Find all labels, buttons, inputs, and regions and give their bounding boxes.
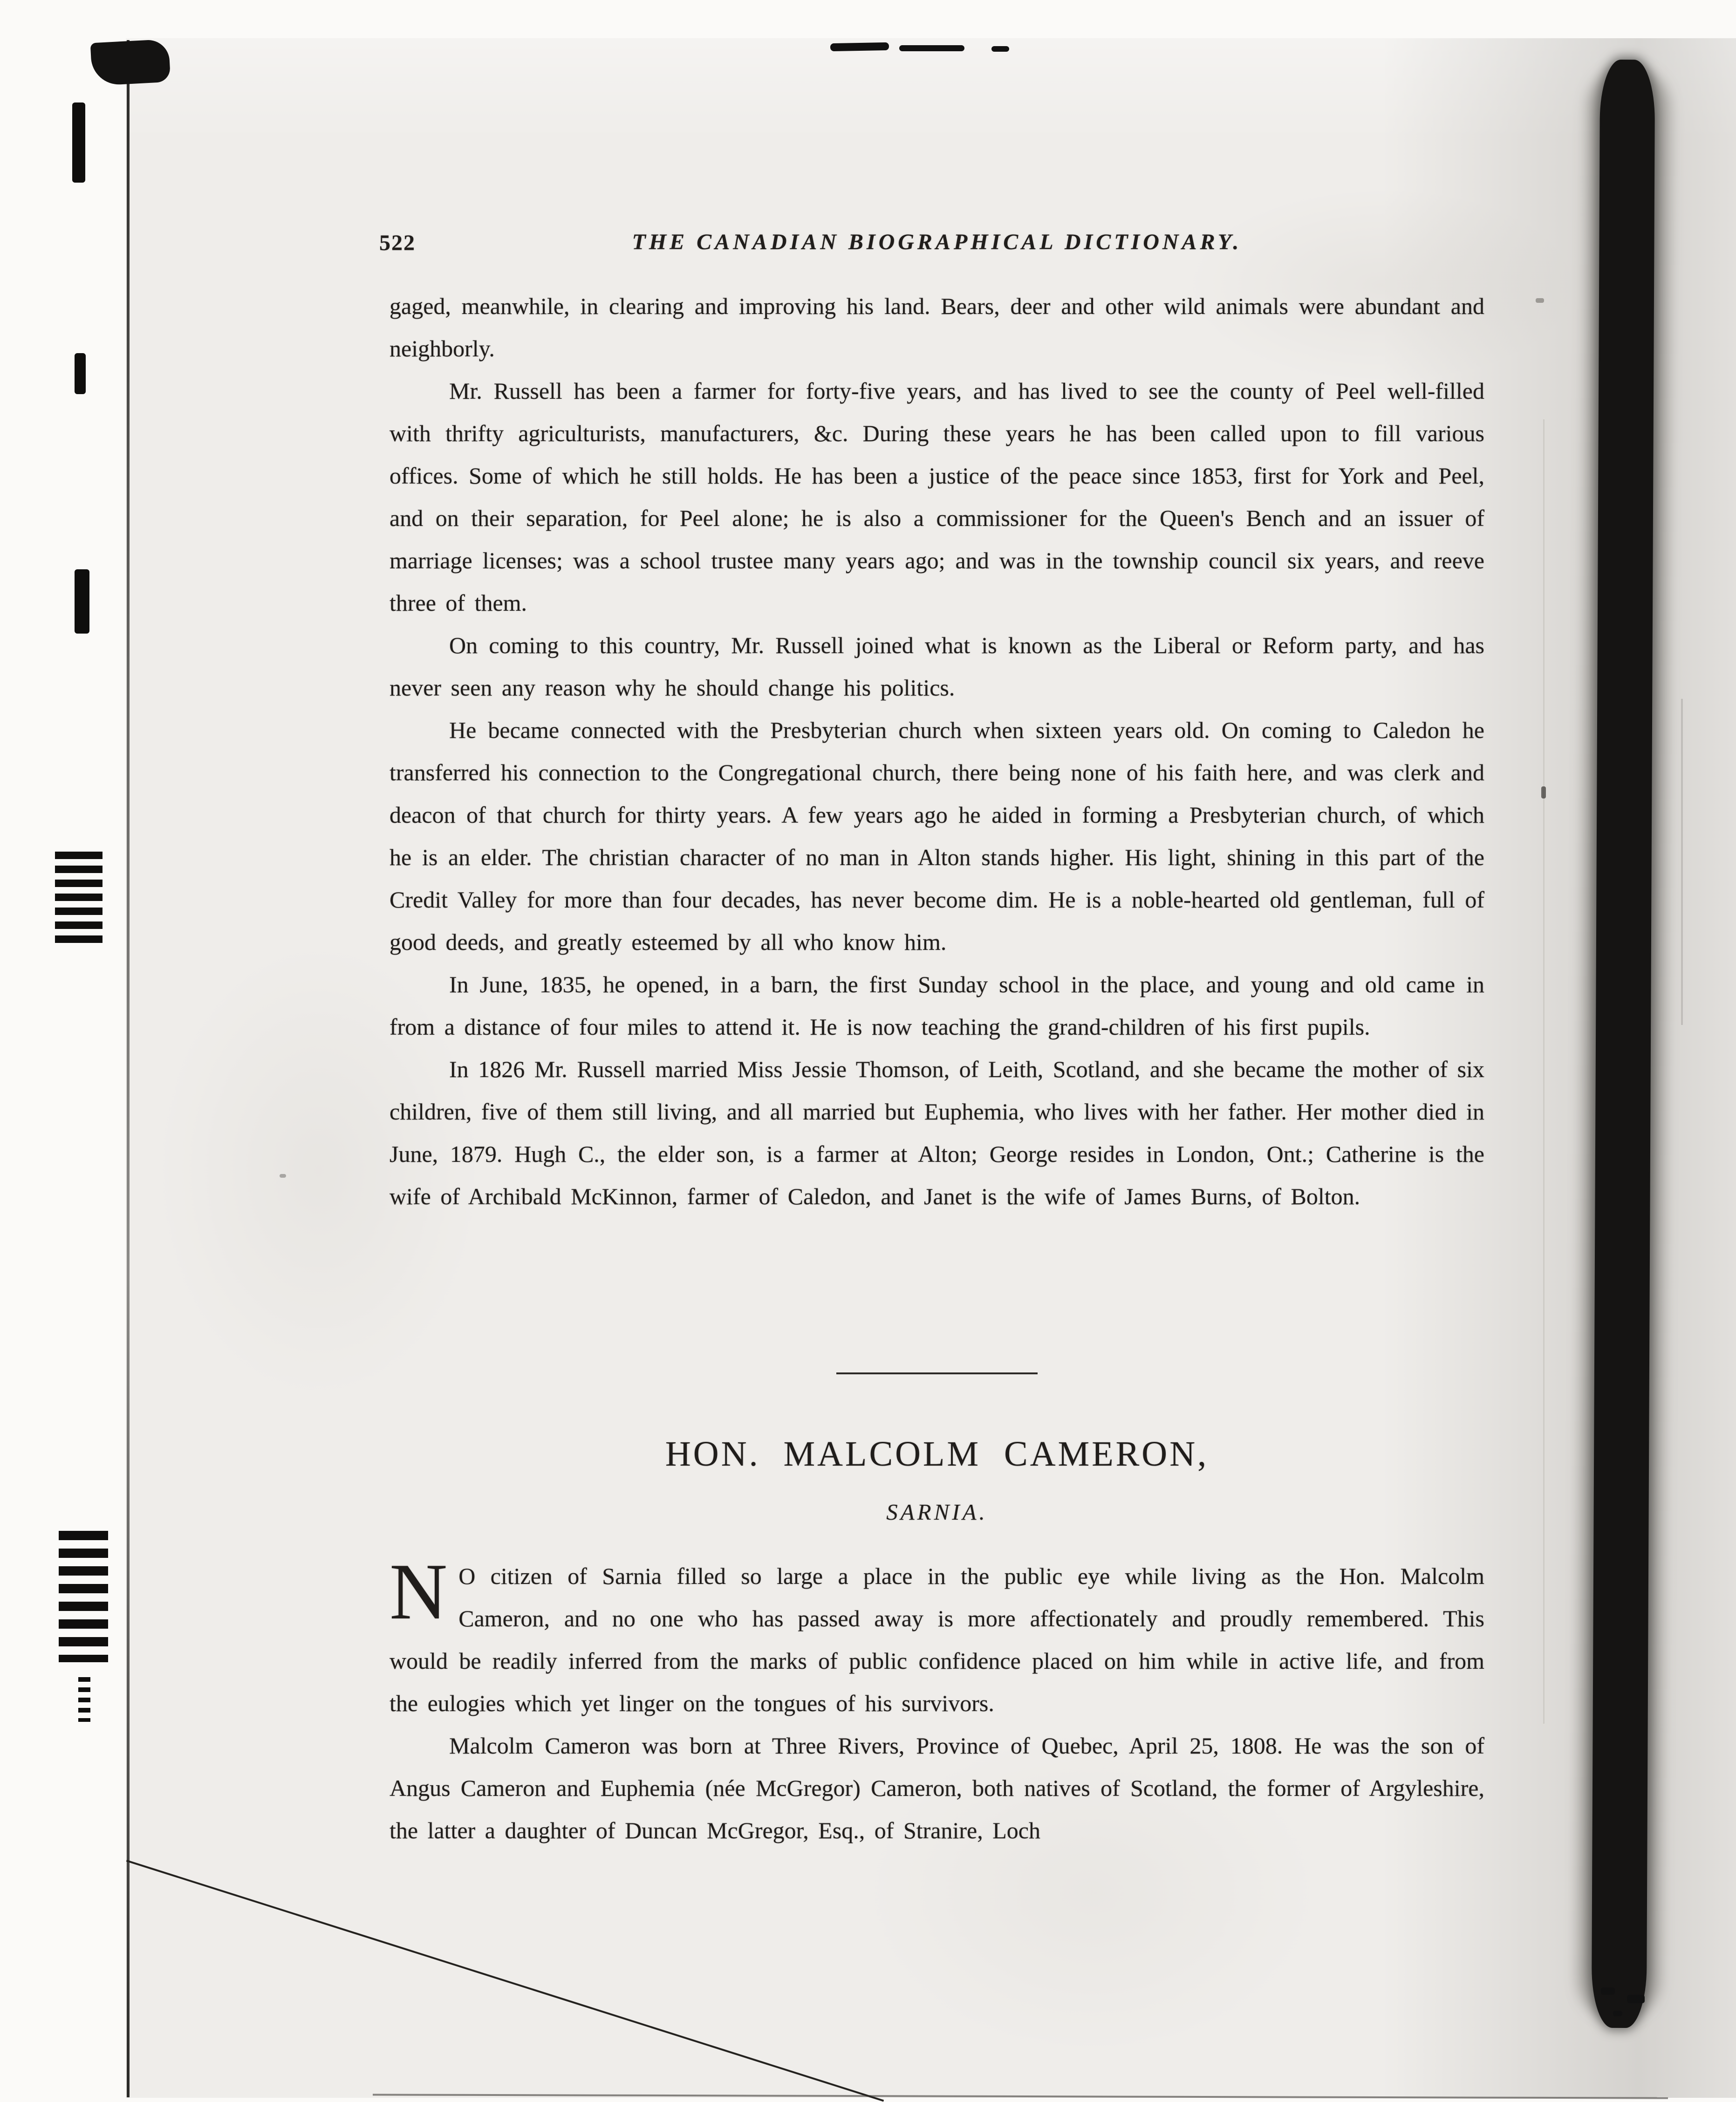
cameron-article-body — [390, 1548, 1484, 1852]
article-subtitle: SARNIA. — [886, 1499, 988, 1525]
page-header — [379, 229, 1484, 255]
scan-artifact-top-dash — [899, 45, 964, 51]
paragraph: In June, 1835, he opened, in a barn, the first Sunday school in the place, and young and old came in from a distance of four miles to attend it. He is now teaching the grand-children of his first pupils. — [390, 971, 1484, 1040]
scan-artifact-margin-line — [1681, 699, 1683, 1025]
scan-artifact-dot — [1613, 2011, 1622, 2016]
divider-rule — [836, 1372, 1038, 1374]
scan-artifact-speck — [280, 1174, 286, 1178]
paragraph-text: O citizen of Sarnia filled so large a place in the public eye while living as the Hon. Malcolm Cameron, and no one who has passed away is more affectionately and proudly remembered. This would be readily inferred from the marks of public confidence placed on him while in active life, and from the eulogies which yet linger on the tongues of his survivors. — [390, 1563, 1484, 1716]
paragraph: On coming to this country, Mr. Russell joined what is known as the Liberal or Reform party, and has never seen any reason why he should change his politics. — [390, 632, 1484, 701]
article-title: HON. MALCOLM CAMERON, — [665, 1434, 1209, 1474]
scan-artifact-stripe-cluster — [59, 1531, 108, 1662]
scan-artifact-page-edge-line — [127, 40, 130, 2097]
scan-artifact-left-bar — [72, 102, 85, 183]
scan-artifact-top-dash — [830, 42, 889, 51]
paragraph: gaged, meanwhile, in clearing and improving his land. Bears, deer and other wild animals were abundant and neighborly. — [390, 293, 1484, 362]
paragraph: Mr. Russell has been a farmer for forty-five years, and has lived to see the county of Peel well-filled with thrifty agriculturists, manufacturers, &c. During these years he has been called upon to fill various offices. Some of which he still holds. He has been a justice of the peace since 1853, first for York and Peel, and on their separation, for Peel alone; he is also a commissioner for the Queen's Bench and an issuer of marriage licenses; was a school trustee many years ago; and was in the township council six years, and reeve three of them. — [390, 378, 1484, 616]
scan-artifact-fold-line — [1543, 419, 1545, 1724]
paragraph: In 1826 Mr. Russell married Miss Jessie Thomson, of Leith, Scotland, and she became the mother of six children, five of them still living, and all married but Euphemia, who lives with her father. Her mother died in June, 1879. Hugh C., the elder son, is a farmer at Alton; George resides in London, Ont.; Catherine is the wife of Archibald McKinnon, farmer of Caledon, and Janet is the wife of James Burns, of Bolton. — [390, 1056, 1484, 1209]
scan-artifact-stripe-cluster — [78, 1677, 90, 1722]
russell-article-body — [390, 285, 1484, 1218]
paragraph-with-dropcap — [390, 1548, 1484, 1725]
cameron-article — [390, 1434, 1484, 1852]
scan-artifact-left-bar — [75, 569, 89, 634]
drop-cap: N — [390, 1548, 448, 1636]
paragraph: Malcolm Cameron was born at Three Rivers, Province of Quebec, April 25, 1808. He was the son of Angus Cameron and Euphemia (née McGregor) Cameron, both natives of Scotland, the former of Argyleshire, the latter a daughter of Duncan McGregor, Esq., of Stranire, Loch — [390, 1733, 1484, 1843]
scan-artifact-speck — [1536, 298, 1544, 303]
scan-artifact-stripe-cluster — [55, 852, 103, 949]
running-header-title: THE CANADIAN BIOGRAPHICAL DICTIONARY. — [632, 230, 1242, 254]
section-divider — [390, 1372, 1484, 1374]
page-number: 522 — [379, 231, 416, 255]
scan-artifact-binding-band — [1592, 60, 1655, 2028]
scan-artifact-speck — [1541, 786, 1546, 798]
scan-artifact-dot — [1601, 1987, 1615, 1995]
scan-artifact-top-dash — [991, 46, 1009, 52]
scan-artifact-left-bar — [75, 353, 86, 394]
scan-artifact-dot — [1627, 1995, 1645, 2003]
paragraph: He became connected with the Presbyterian church when sixteen years old. On coming to Caledon he transferred his connection to the Congregational church, there being none of his faith here, and was clerk and deacon of that church for thirty years. A few years ago he aided in forming a Presbyterian church, of which he is an elder. The christian character of no man in Alton stands higher. His light, shining in this part of the Credit Valley for more than four decades, has never become dim. He is a noble-hearted old gentleman, full of good deeds, and greatly esteemed by all who know him. — [390, 717, 1484, 955]
scan-artifact-corner-blob — [90, 39, 171, 86]
